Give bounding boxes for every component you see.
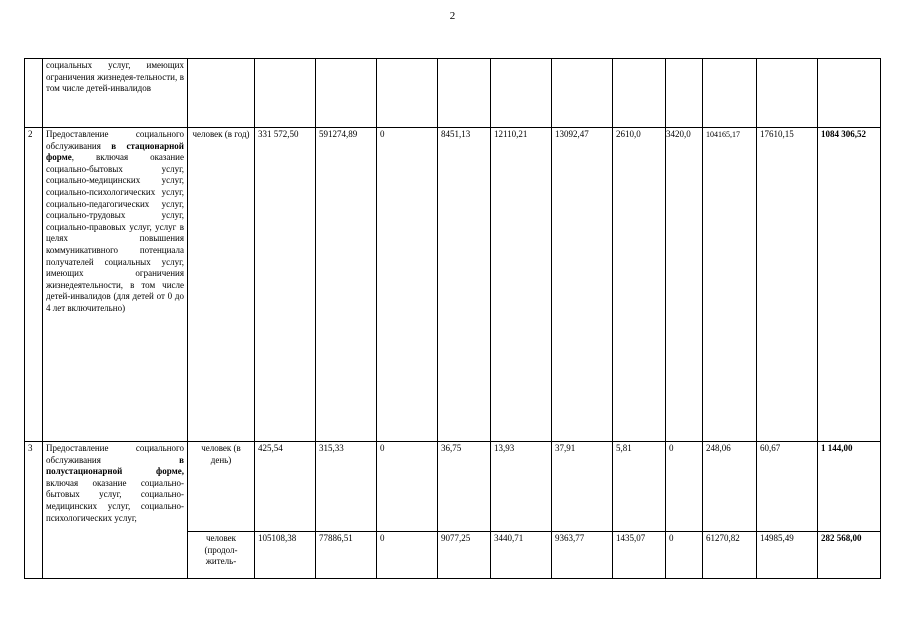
total-cell: 1084 306,52 [818, 128, 881, 442]
row-number: 2 [25, 128, 43, 442]
value-cell: 9363,77 [552, 532, 613, 579]
value-cell: 0 [377, 128, 438, 442]
page-number: 2 [449, 10, 456, 22]
value-cell: 0 [666, 442, 703, 532]
value-cell: 8451,13 [438, 128, 491, 442]
table-row-continued [25, 59, 881, 128]
value-cell: 104165,17 [703, 128, 757, 442]
service-description: Предоставление социального обслуживания в стационарной форме, включая оказание социально-бытовых услуг, социально-медицинских услуг, социально-психологических услуг, социально-педагогических услуг, социально-трудовых услуг, социально-правовых услуг, услуг в целях повышения коммуникативного потенциала получателей социальных услуг, имеющих ограничения жизнедеятельности, в том числе детей-инвалидов (для детей от 0 до 4 лет включительно) [43, 128, 188, 442]
unit-cell: человек (продол-житель- [188, 532, 255, 579]
row-number: 3 [25, 442, 43, 579]
value-cell: 3440,71 [491, 532, 552, 579]
value-cell: 248,06 [703, 442, 757, 532]
value-cell: 331 572,50 [255, 128, 316, 442]
value-cell: 591274,89 [316, 128, 377, 442]
unit-cell: человек (в год) [188, 128, 255, 442]
value-cell: 425,54 [255, 442, 316, 532]
service-description: социальных услуг, имеющих ограничения жизнедея-тельности, в том числе детей-инвалидов [43, 59, 188, 128]
row-number-cell [25, 59, 43, 128]
total-cell: 1 144,00 [818, 442, 881, 532]
value-cell: 37,91 [552, 442, 613, 532]
table-row-2 [25, 128, 881, 442]
value-cell: 13092,47 [552, 128, 613, 442]
table-row-3 [25, 442, 881, 532]
value-cell: 5,81 [613, 442, 666, 532]
value-cell: 9077,25 [438, 532, 491, 579]
services-table [24, 58, 881, 579]
service-description: Предоставление социального обслуживания в полустационарной форме, включая оказание социально-бытовых услуг, социально-медицинских услуг, социально-психологических услуг, [43, 442, 188, 579]
total-cell: 282 568,00 [818, 532, 881, 579]
value-cell: 12110,21 [491, 128, 552, 442]
value-cell: 77886,51 [316, 532, 377, 579]
value-cell: 13,93 [491, 442, 552, 532]
value-cell: 2610,0 [613, 128, 666, 442]
value-cell: 0 [377, 442, 438, 532]
value-cell: 105108,38 [255, 532, 316, 579]
value-cell: 36,75 [438, 442, 491, 532]
value-cell: 14985,49 [757, 532, 818, 579]
value-cell: 0 [666, 532, 703, 579]
value-cell: 1435,07 [613, 532, 666, 579]
value-cell: 17610,15 [757, 128, 818, 442]
value-cell: 0 [377, 532, 438, 579]
value-cell: 3420,0 [666, 128, 703, 442]
value-cell: 60,67 [757, 442, 818, 532]
value-cell: 61270,82 [703, 532, 757, 579]
value-cell: 315,33 [316, 442, 377, 532]
unit-cell: человек (в день) [188, 442, 255, 532]
